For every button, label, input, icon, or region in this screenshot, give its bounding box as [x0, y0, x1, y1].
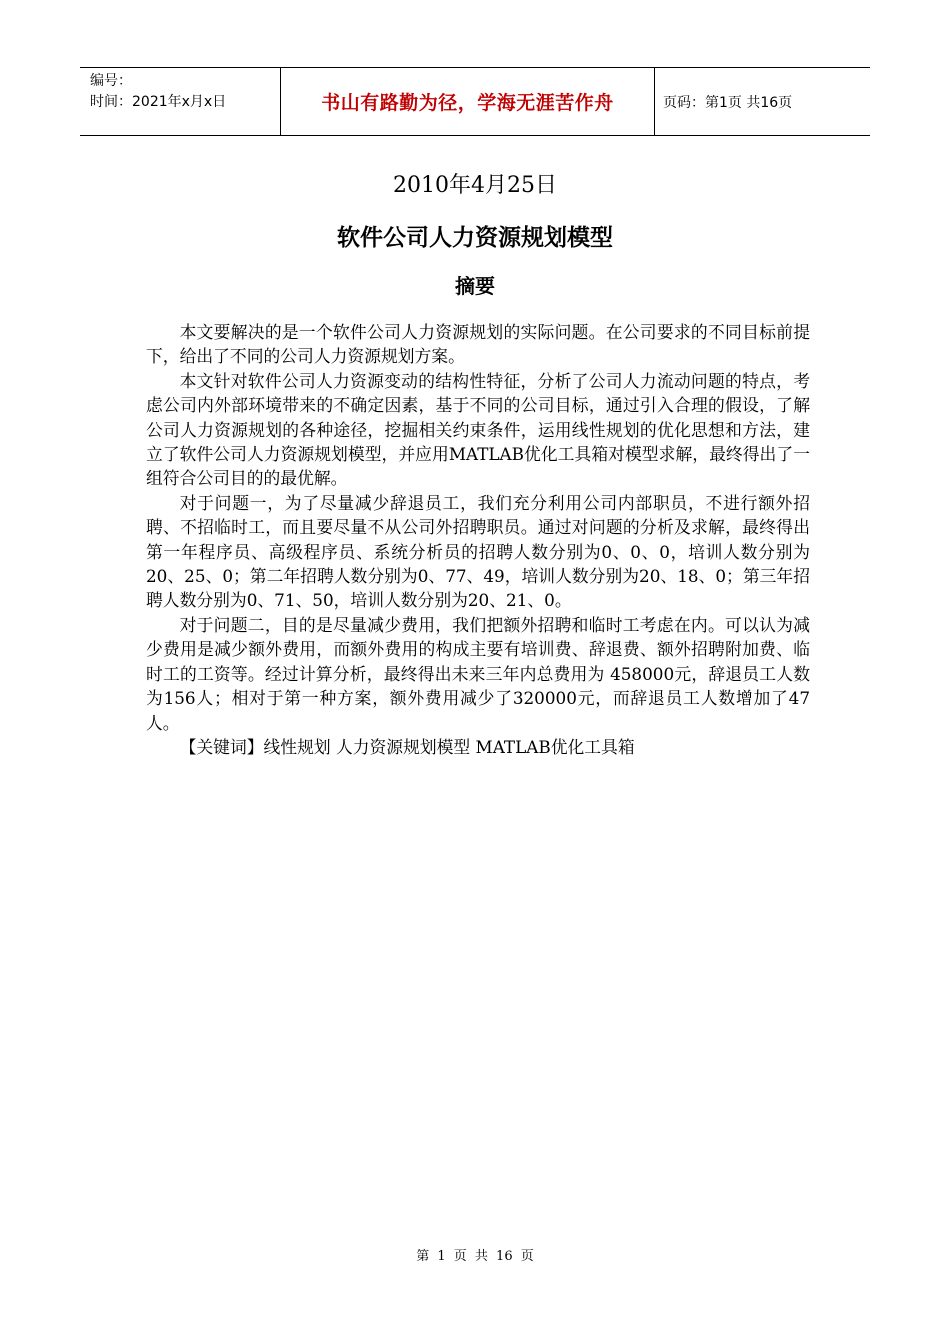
- abstract-paragraph: 本文要解决的是一个软件公司人力资源规划的实际问题。在公司要求的不同目标前提下，给出了不同的公司人力资源规划方案。: [146, 322, 810, 367]
- keywords-line: 【关键词】线性规划 人力资源规划模型 MATLAB优化工具箱: [179, 736, 635, 757]
- abstract-body: [146, 320, 810, 759]
- abstract-paragraph: 对于问题二，目的是尽量减少费用，我们把额外招聘和临时工考虑在内。可以认为减少费用是减少额外费用，而额外费用的构成主要有培训费、辞退费、额外招聘附加费、临时工的工资等。经过计算分析，最终得出未来三年内总费用为 458000元，辞退员工人数为156人；相对于第一种方案，额外费用减少了320000元，而辞退员工人数增加了47人。: [146, 614, 810, 733]
- page-header: [80, 67, 870, 136]
- document-number-label: 编号：: [90, 73, 132, 89]
- abstract-paragraph: 本文针对软件公司人力资源变动的结构性特征，分析了公司人力流动问题的特点，考虑公司内外部环境带来的不确定因素，基于不同的公司目标，通过引入合理的假设，了解公司人力资源规划的各种途径，挖掘相关约束条件，运用线性规划的优化思想和方法，建立了软件公司人力资源规划模型，并应用MATLAB优化工具箱对模型求解，最终得出了一组符合公司目的的最优解。: [146, 370, 810, 489]
- header-motto: 书山有路勤为径，学海无涯苦作舟: [281, 68, 655, 135]
- document-date: 2010年4月25日: [393, 173, 557, 198]
- abstract-paragraph: 对于问题一，为了尽量减少辞退员工，我们充分利用公司内部职员，不进行额外招聘、不招临时工，而且要尽量不从公司外招聘职员。通过对问题的分析及求解，最终得出第一年程序员、高级程序员、系统分析员的招聘人数分别为0、0、0，培训人数分别为20、25、0；第二年招聘人数分别为0、77、49，培训人数分别为20、18、0；第三年招聘人数分别为0、71、50，培训人数分别为20、21、0。: [146, 492, 810, 611]
- page-footer: 第 1 页 共 16 页: [416, 1249, 534, 1264]
- document-time-label: 时间：2021年x月x日: [90, 94, 227, 110]
- abstract-heading: 摘要: [455, 274, 495, 298]
- header-meta: [80, 68, 281, 135]
- document-title: 软件公司人力资源规划模型: [337, 225, 613, 251]
- header-page-code: 页码：第1页 共16页: [663, 94, 793, 111]
